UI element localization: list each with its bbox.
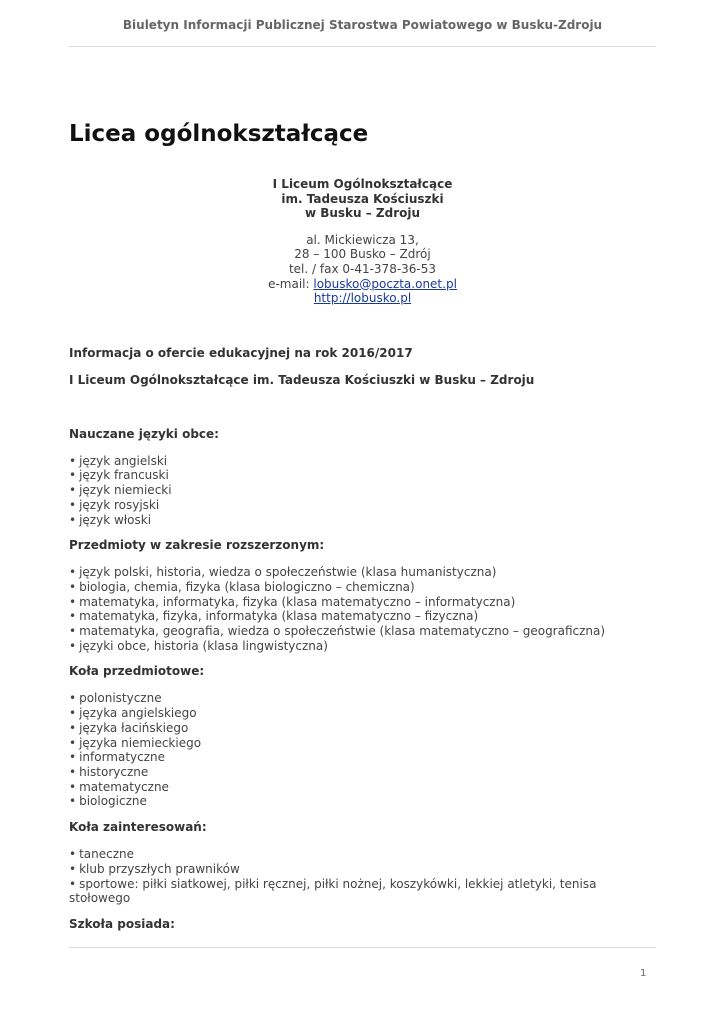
list-item: • język polski, historia, wiedza o społeczeństwie (klasa humanistyczna)	[69, 565, 656, 580]
list-item: • język niemiecki	[69, 483, 656, 498]
list-item: • matematyka, fizyka, informatyka (klasa matematyczno – fizyczna)	[69, 609, 656, 624]
list-item: • język angielski	[69, 454, 656, 469]
email-link[interactable]: lobusko@poczta.onet.pl	[313, 276, 457, 291]
header-divider	[69, 46, 656, 47]
list-item: • matematyczne	[69, 780, 656, 795]
languages-heading: Nauczane języki obce:	[69, 426, 219, 441]
list-item: • biologia, chemia, fizyka (klasa biologiczno – chemiczna)	[69, 580, 656, 595]
footer-divider	[69, 947, 656, 948]
city-address: 28 – 100 Busko – Zdrój	[294, 247, 431, 262]
list-item: • języka angielskiego	[69, 706, 656, 721]
school-name-block	[69, 177, 656, 221]
interest-clubs-heading: Koła zainteresowań:	[69, 820, 207, 835]
list-item: • język rosyjski	[69, 498, 656, 513]
address-block	[69, 233, 656, 306]
list-item: • języka łacińskiego	[69, 721, 656, 736]
list-item: • informatyczne	[69, 750, 656, 765]
list-item: • historyczne	[69, 765, 656, 780]
website-link[interactable]: http://lobusko.pl	[313, 291, 412, 306]
list-item: • język francuski	[69, 468, 656, 483]
subject-clubs-list	[69, 691, 656, 809]
offer-heading: Informacja o ofercie edukacyjnej na rok 2016/2017	[69, 345, 413, 360]
list-item: • biologiczne	[69, 794, 656, 809]
school-name-line: w Busku – Zdroju	[304, 206, 421, 221]
website-line	[69, 291, 656, 306]
list-item: • języki obce, historia (klasa lingwistyczna)	[69, 639, 656, 654]
document-body	[69, 118, 656, 932]
page-title: Licea ogólnokształcące	[69, 121, 369, 147]
page-number: 1	[640, 968, 647, 979]
extended-subjects-heading: Przedmioty w zakresie rozszerzonym:	[69, 538, 325, 553]
subject-clubs-heading: Koła przedmiotowe:	[69, 664, 205, 679]
list-item: • matematyka, geografia, wiedza o społeczeństwie (klasa matematyczno – geograficzna)	[69, 624, 656, 639]
list-item: • taneczne	[69, 847, 656, 862]
offer-subheading: I Liceum Ogólnokształcące im. Tadeusza Kościuszki w Busku – Zdroju	[69, 372, 535, 387]
school-name-line: im. Tadeusza Kościuszki	[281, 191, 444, 206]
interest-clubs-list	[69, 847, 656, 906]
extended-subjects-list	[69, 565, 656, 653]
email-line	[69, 277, 656, 292]
phone-number: tel. / fax 0-41-378-36-53	[288, 261, 437, 276]
list-item: • polonistyczne	[69, 691, 656, 706]
school-name-line: I Liceum Ogólnokształcące	[272, 177, 453, 191]
languages-list	[69, 454, 656, 528]
list-item: • klub przyszłych prawników	[69, 862, 656, 877]
email-label: e-mail:	[268, 276, 314, 291]
document-header: Biuletyn Informacji Publicznej Starostwa Powiatowego w Busku-Zdroju	[122, 18, 603, 32]
list-item: • matematyka, informatyka, fizyka (klasa matematyczno – informatyczna)	[69, 595, 656, 610]
list-item: • języka niemieckiego	[69, 736, 656, 751]
school-has-heading: Szkoła posiada:	[69, 916, 175, 931]
list-item: • sportowe: piłki siatkowej, piłki ręcznej, piłki nożnej, koszykówki, lekkiej atletyki, tenisa stołowego	[69, 877, 656, 906]
street-address: al. Mickiewicza 13,	[306, 232, 419, 247]
list-item: • język włoski	[69, 513, 656, 528]
